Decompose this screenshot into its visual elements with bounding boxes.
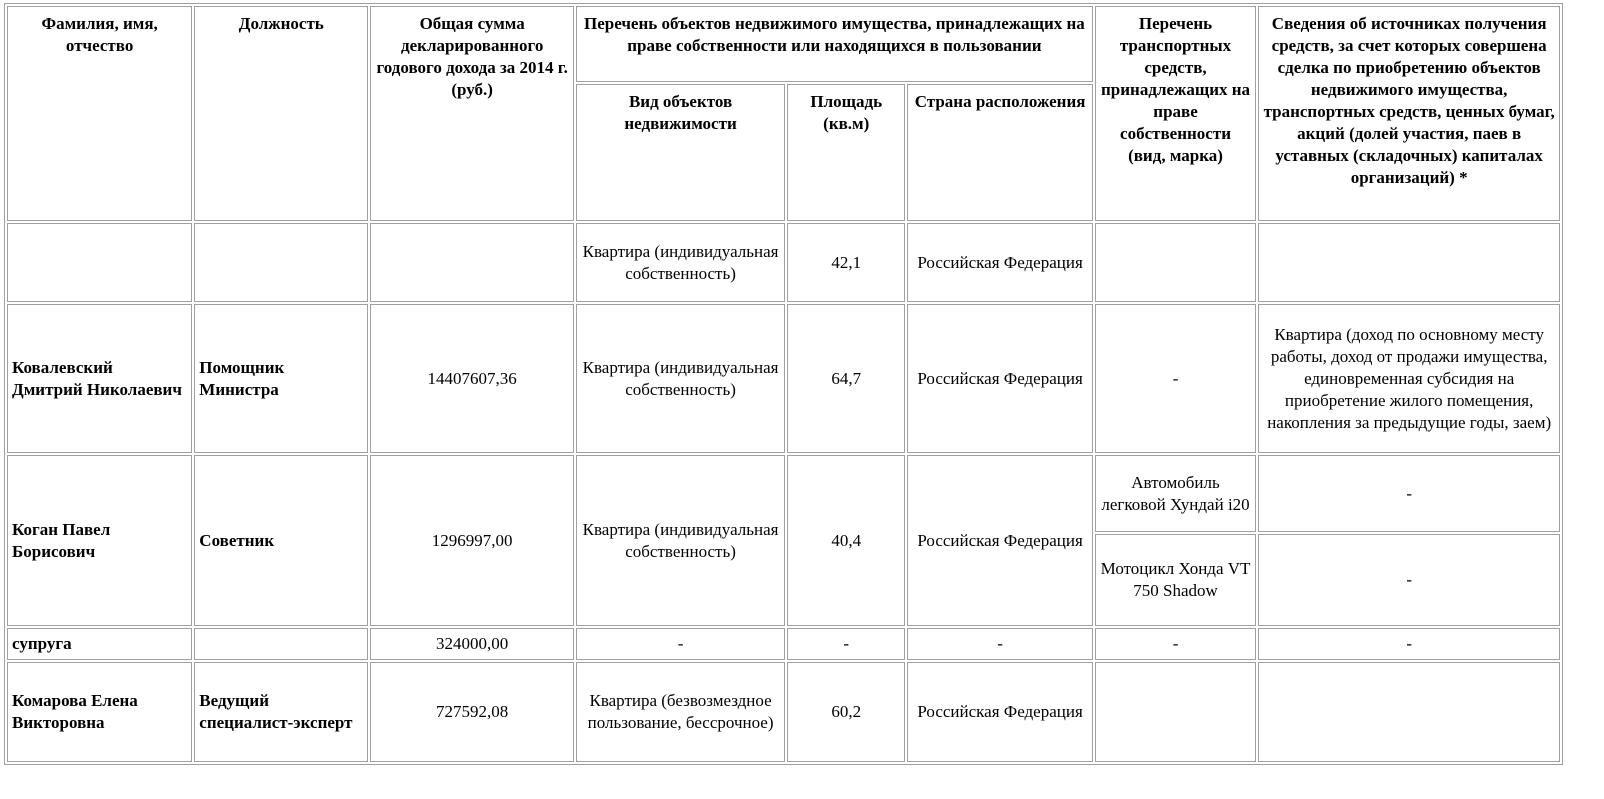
cell-vehicle: Автомобиль легковой Хундай i20 (1095, 455, 1257, 532)
cell-name: Ковалевский Дмитрий Николаевич (7, 304, 192, 453)
table-row (7, 455, 1560, 532)
cell-country: Российская Федерация (907, 662, 1092, 762)
header-sources: Сведения об источниках получения средств, за счет которых совершена сделка по приобретению объектов недвижимого имущества, транспортных средств, ценных бумаг, акций (долей участия, паев в уставных (складочных) капиталах организаций) * (1258, 6, 1560, 221)
table-row (7, 628, 1560, 660)
declaration-table (4, 3, 1563, 765)
header-property-group: Перечень объектов недвижимого имущества, принадлежащих на праве собственности или находящихся в пользовании (576, 6, 1093, 82)
table-row (7, 304, 1560, 453)
header-country: Страна расположения (907, 84, 1092, 221)
cell-country: Российская Федерация (907, 455, 1092, 626)
cell-sources (1258, 662, 1560, 762)
cell-vehicle: Мотоцикл Хонда VT 750 Shadow (1095, 534, 1257, 626)
cell-sources: - (1258, 534, 1560, 626)
cell-name: Комарова Елена Викторовна (7, 662, 192, 762)
cell-sources: - (1258, 628, 1560, 660)
header-position: Должность (194, 6, 368, 221)
cell-property-type: Квартира (индивидуальная собственность) (576, 455, 785, 626)
header-area: Площадь (кв.м) (787, 84, 905, 221)
cell-vehicle: - (1095, 304, 1257, 453)
cell-sources: Квартира (доход по основному месту работы, доход от продажи имущества, единовременная субсидия на приобретение жилого помещения, накопления за предыдущие годы, заем) (1258, 304, 1560, 453)
cell-income (370, 223, 574, 302)
header-vehicles: Перечень транспортных средств, принадлежащих на праве собственности (вид, марка) (1095, 6, 1257, 221)
header-income: Общая сумма декларированного годового дохода за 2014 г. (руб.) (370, 6, 574, 221)
cell-position (194, 223, 368, 302)
cell-property-type: - (576, 628, 785, 660)
header-property-type: Вид объектов недвижимости (576, 84, 785, 221)
cell-vehicle: - (1095, 628, 1257, 660)
table-row (7, 662, 1560, 762)
cell-income: 727592,08 (370, 662, 574, 762)
cell-position (194, 628, 368, 660)
cell-position: Помощник Министра (194, 304, 368, 453)
cell-income: 14407607,36 (370, 304, 574, 453)
table-row (7, 223, 1560, 302)
cell-area: 60,2 (787, 662, 905, 762)
cell-name (7, 223, 192, 302)
cell-area: 40,4 (787, 455, 905, 626)
cell-name: Коган Павел Борисович (7, 455, 192, 626)
cell-property-type: Квартира (индивидуальная собственность) (576, 223, 785, 302)
cell-country: Российская Федерация (907, 304, 1092, 453)
cell-country: Российская Федерация (907, 223, 1092, 302)
cell-sources (1258, 223, 1560, 302)
cell-area: - (787, 628, 905, 660)
header-name: Фамилия, имя, отчество (7, 6, 192, 221)
cell-name: супруга (7, 628, 192, 660)
cell-income: 1296997,00 (370, 455, 574, 626)
cell-sources: - (1258, 455, 1560, 532)
cell-area: 64,7 (787, 304, 905, 453)
cell-property-type: Квартира (безвозмездное пользование, бессрочное) (576, 662, 785, 762)
cell-vehicle (1095, 223, 1257, 302)
cell-position: Ведущий специалист-эксперт (194, 662, 368, 762)
cell-income: 324000,00 (370, 628, 574, 660)
cell-vehicle (1095, 662, 1257, 762)
cell-area: 42,1 (787, 223, 905, 302)
cell-country: - (907, 628, 1092, 660)
cell-property-type: Квартира (индивидуальная собственность) (576, 304, 785, 453)
cell-position: Советник (194, 455, 368, 626)
